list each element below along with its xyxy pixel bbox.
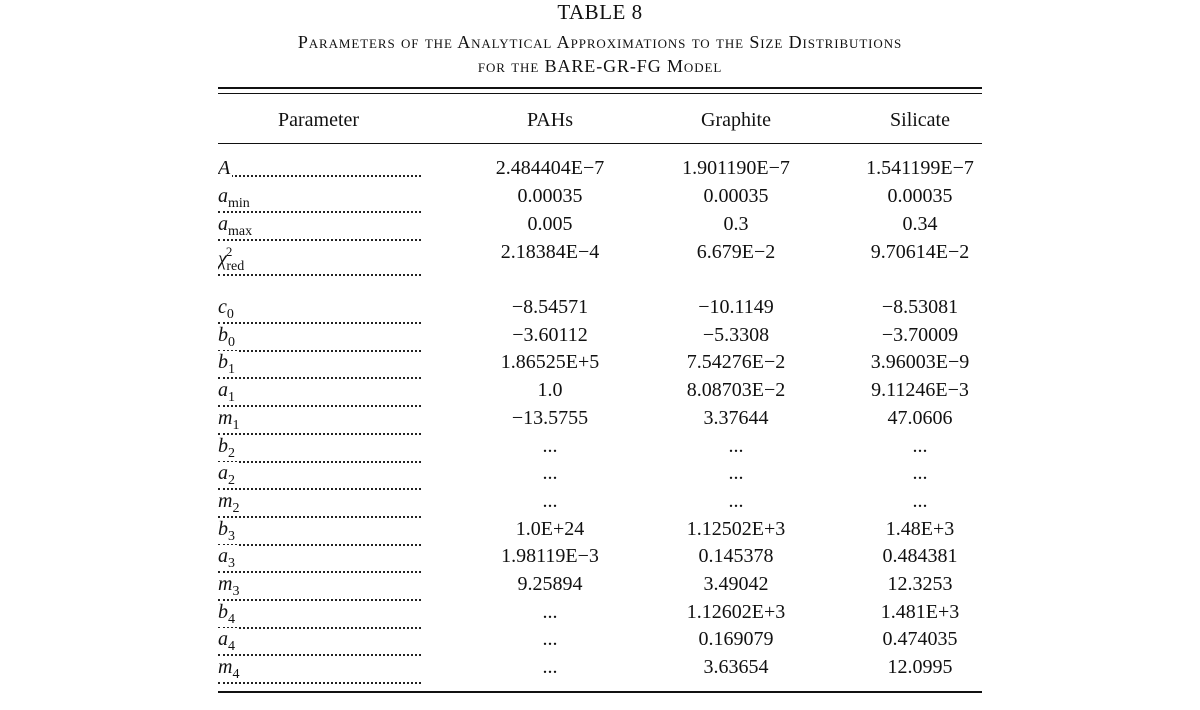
value-cell: 1.48E+3 — [885, 517, 955, 540]
column-header-pahs: PAHs — [527, 109, 573, 131]
value-cell: ... — [542, 462, 558, 485]
table-row — [218, 517, 982, 545]
value-cell: 1.12602E+3 — [686, 600, 786, 623]
value-cell: 1.98119E−3 — [501, 545, 599, 568]
table-row — [218, 378, 982, 406]
symbol-base: c — [218, 296, 227, 318]
symbol-base: A — [218, 157, 231, 179]
parameter-symbol — [218, 434, 237, 461]
value-cell: ... — [912, 434, 928, 457]
value-cell: 3.63654 — [703, 656, 769, 679]
parameter-symbol — [218, 517, 237, 544]
symbol-base: a — [218, 185, 228, 207]
symbol-subscript: 0 — [228, 334, 235, 350]
symbol-subscript: red — [226, 259, 245, 274]
dot-leader — [218, 682, 421, 684]
value-cell: ... — [542, 628, 558, 651]
symbol-subscript: 3 — [228, 556, 235, 572]
value-cell: 0.005 — [527, 213, 573, 235]
table-row — [218, 406, 982, 434]
table-row — [218, 489, 982, 517]
parameter-symbol — [218, 462, 237, 489]
table-row — [218, 350, 982, 378]
symbol-base: b — [218, 434, 228, 457]
bottom-rule — [218, 691, 982, 693]
table-row — [218, 600, 982, 628]
value-cell: 8.08703E−2 — [686, 379, 786, 402]
column-header-graphite: Graphite — [701, 109, 771, 131]
table-row — [218, 461, 982, 489]
value-cell: ... — [912, 489, 928, 512]
value-cell: 0.484381 — [882, 545, 958, 568]
parameter-symbol — [218, 351, 237, 378]
value-cell: −13.5755 — [511, 406, 589, 429]
symbol-subscript: 2 — [228, 473, 235, 489]
value-cell: 0.00035 — [703, 185, 769, 207]
symbol-subscript: max — [228, 224, 253, 239]
symbol-base: m — [218, 656, 233, 679]
symbol-base: χ — [218, 248, 227, 270]
caption-line-1: Parameters of the Analytical Approximations to the Size Distributions — [297, 32, 903, 52]
symbol-subscript: 1 — [228, 362, 235, 378]
parameter-symbol — [218, 406, 241, 433]
table-row — [218, 295, 982, 323]
parameter-symbol — [218, 379, 237, 406]
table-row — [218, 544, 982, 572]
parameter-symbol — [218, 656, 241, 683]
value-cell: ... — [542, 656, 558, 679]
value-cell: 2.18384E−4 — [500, 241, 600, 263]
value-cell: 7.54276E−2 — [686, 351, 786, 374]
symbol-base: a — [218, 462, 228, 485]
value-cell: 0.474035 — [882, 628, 958, 651]
symbol-base: m — [218, 489, 233, 512]
value-cell: −8.53081 — [881, 296, 959, 318]
symbol-subscript: 1 — [232, 417, 240, 433]
table-row — [218, 212, 982, 240]
value-cell: ... — [728, 489, 744, 512]
value-cell: 1.541199E−7 — [866, 157, 974, 179]
symbol-base: b — [218, 517, 228, 540]
value-cell: ... — [912, 462, 928, 485]
column-header-parameter: Parameter — [278, 109, 360, 131]
value-cell: 1.901190E−7 — [682, 157, 790, 179]
parameter-symbol — [218, 628, 237, 655]
value-cell: 3.37644 — [703, 406, 769, 429]
symbol-base: a — [218, 213, 228, 235]
value-cell: 0.00035 — [517, 185, 583, 207]
value-cell: 1.481E+3 — [880, 600, 960, 623]
table-row — [218, 156, 982, 184]
value-cell: 0.34 — [902, 213, 938, 235]
value-cell: 47.0606 — [887, 406, 953, 429]
value-cell: 0.3 — [723, 213, 749, 235]
header-rule — [218, 143, 982, 144]
value-cell: 2.484404E−7 — [495, 157, 605, 179]
value-cell: 6.679E−2 — [696, 241, 776, 263]
value-cell: 1.0 — [537, 379, 563, 402]
symbol-subscript: 1 — [228, 390, 235, 406]
dot-leader — [218, 175, 421, 177]
value-cell: −10.1149 — [698, 296, 774, 318]
value-cell: 1.0E+24 — [515, 517, 585, 540]
value-cell: 0.00035 — [887, 185, 953, 207]
value-cell: ... — [542, 489, 558, 512]
value-cell: 0.169079 — [698, 628, 774, 651]
value-cell: 0.145378 — [698, 545, 774, 568]
parameter-symbol — [218, 213, 254, 239]
value-cell: ... — [542, 600, 558, 623]
parameter-symbol — [218, 296, 236, 322]
symbol-superscript: 2 — [225, 244, 233, 259]
symbol-subscript: 4 — [232, 667, 240, 683]
parameter-symbol — [218, 545, 237, 572]
row-label — [218, 156, 421, 180]
row-label — [218, 240, 421, 279]
parameter-symbol — [218, 600, 237, 627]
row-label — [218, 655, 421, 687]
parameter-symbol — [218, 244, 246, 274]
table-row — [218, 627, 982, 655]
symbol-base: b — [218, 600, 228, 623]
dot-leader — [218, 274, 421, 276]
table-row — [218, 323, 982, 351]
symbol-base: a — [218, 628, 228, 651]
symbol-base: m — [218, 406, 233, 429]
caption-line-2: for the BARE-GR-FG Model — [477, 56, 723, 76]
value-cell: −3.60112 — [512, 323, 588, 346]
symbol-subscript: 3 — [232, 584, 240, 599]
symbol-base: a — [218, 379, 228, 402]
symbol-subscript: 4 — [228, 639, 235, 655]
parameter-symbol — [218, 157, 232, 179]
table-row — [218, 434, 982, 462]
top-rule-thick — [218, 87, 982, 89]
value-cell: −5.3308 — [702, 323, 770, 346]
value-cell: 12.0995 — [887, 656, 953, 679]
value-cell: 1.86525E+5 — [500, 351, 600, 374]
column-header-silicate: Silicate — [890, 109, 950, 131]
value-cell: 12.3253 — [887, 573, 953, 595]
parameter-symbol — [218, 323, 237, 350]
parameter-symbol — [218, 185, 252, 211]
table-row — [218, 184, 982, 212]
symbol-base: a — [218, 545, 228, 568]
symbol-subscript: 4 — [228, 611, 235, 627]
table-row — [218, 240, 982, 274]
parameter-symbol — [218, 573, 241, 599]
value-cell: −8.54571 — [511, 296, 589, 318]
table-row — [218, 572, 982, 600]
symbol-subscript: 2 — [232, 500, 240, 516]
symbol-base: b — [218, 351, 228, 374]
value-cell: −3.70009 — [881, 323, 959, 346]
symbol-subscript: 0 — [226, 307, 234, 322]
value-cell: 9.25894 — [517, 573, 583, 595]
value-cell: 1.12502E+3 — [686, 517, 786, 540]
value-cell: ... — [728, 462, 744, 485]
value-cell: ... — [542, 434, 558, 457]
symbol-subscript: 2 — [228, 445, 235, 461]
value-cell: 3.96003E−9 — [870, 351, 970, 374]
symbol-subscript: min — [228, 196, 250, 211]
symbol-base: b — [218, 323, 228, 346]
value-cell: 3.49042 — [703, 573, 769, 595]
table-number: TABLE 8 — [557, 0, 643, 24]
value-cell: 9.11246E−3 — [871, 379, 969, 402]
parameter-symbol — [218, 489, 241, 516]
table-row — [218, 655, 982, 683]
value-cell: ... — [728, 434, 744, 457]
value-cell: 9.70614E−2 — [870, 241, 970, 263]
symbol-base: m — [218, 573, 233, 595]
top-rule-thin — [218, 93, 982, 94]
symbol-subscript: 3 — [228, 528, 235, 544]
